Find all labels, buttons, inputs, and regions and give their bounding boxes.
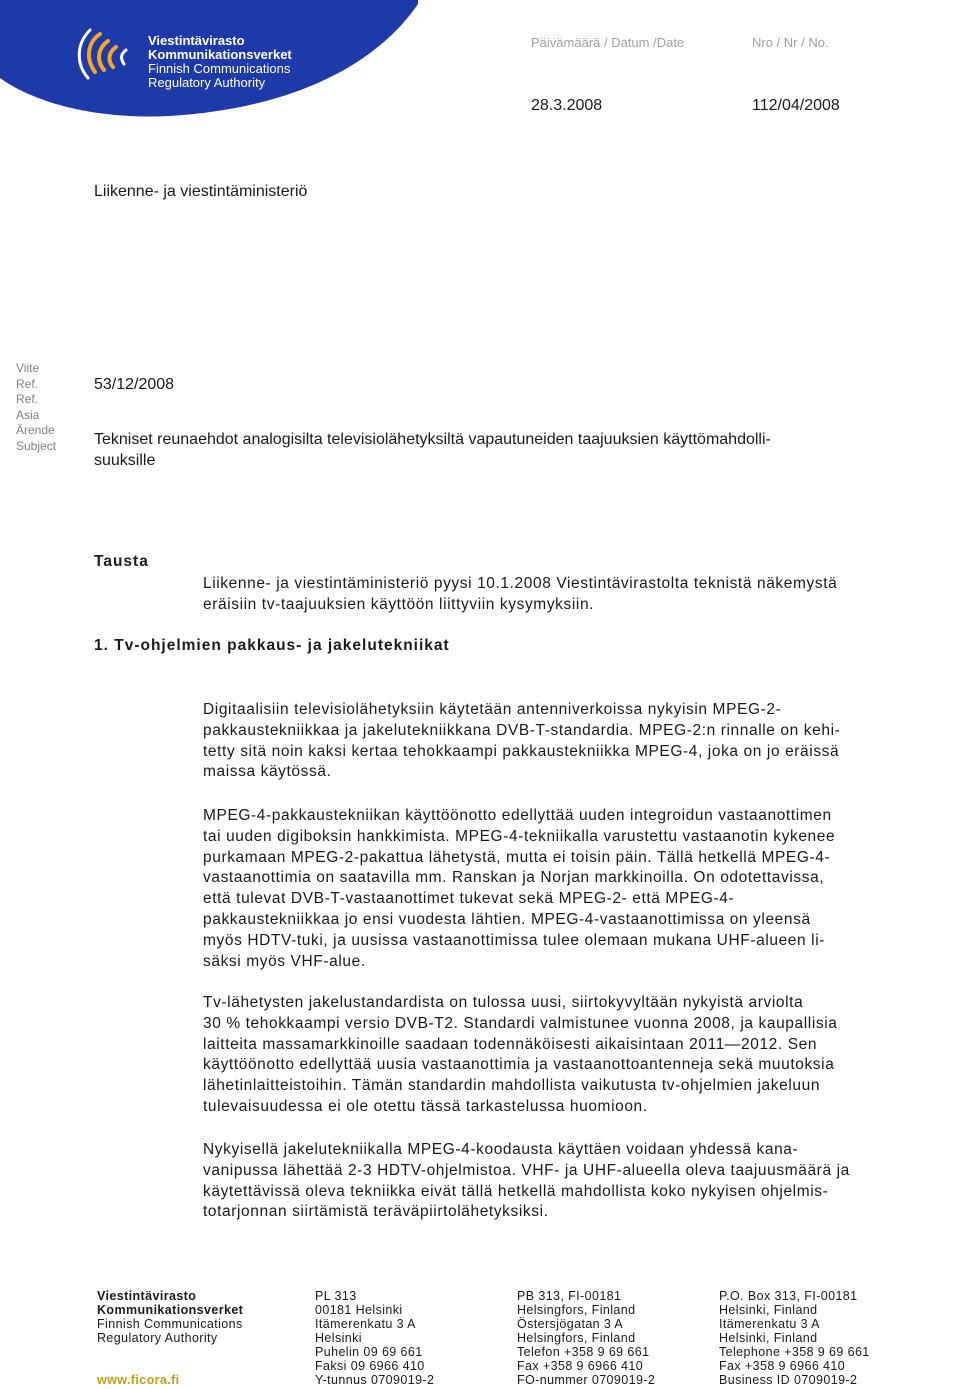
footer-line: Faksi 09 6966 410 <box>315 1359 425 1373</box>
date-value: 28.3.2008 <box>531 97 603 114</box>
text-line: tai uuden digiboksin hankkimista. MPEG-4-tekniikalla varustettu vastaanotin kykenee <box>203 827 836 845</box>
subject <box>94 429 924 471</box>
background-text <box>203 574 958 616</box>
ref-label: Viite <box>16 361 40 375</box>
ref-label: Asia <box>16 407 40 422</box>
text-line: tulevaisuudessa ei ole otettu tässä tarkastelussa huomioon. <box>203 1097 648 1115</box>
footer-line: Itämerenkatu 3 A <box>719 1317 820 1331</box>
logo-line: Kommunikationsverket <box>148 47 292 62</box>
footer-line: Itämerenkatu 3 A <box>315 1317 416 1331</box>
logo-line: Finnish Communications <box>148 61 291 76</box>
footer-line: Helsinki, Finland <box>719 1331 818 1345</box>
subject-line: Tekniset reunaehdot analogisilta televisiolähetyksiltä vapautuneiden taajuuksien käyttömahdolli- <box>94 431 771 448</box>
text-line: 30 % tehokkaampi versio DVB-T2. Standardi valmistunee vuonna 2008, ja kaupallisia <box>203 1014 838 1032</box>
footer-line: Helsinki, Finland <box>719 1303 818 1317</box>
footer-line: P.O. Box 313, FI-00181 <box>719 1289 858 1303</box>
footer-line: Helsinki <box>315 1331 362 1345</box>
footer-col-agency <box>97 1289 243 1387</box>
number-value: 112/04/2008 <box>752 97 840 114</box>
reference-number: 53/12/2008 <box>94 376 175 393</box>
paragraph <box>203 700 958 783</box>
text-line: että tulevat DVB-T-vastaanottimet tukevat sekä MPEG-2- että MPEG-4- <box>203 890 735 908</box>
footer-line: Regulatory Authority <box>97 1331 218 1345</box>
footer-line: Y-tunnus 0709019-2 <box>315 1373 435 1387</box>
number-label: Nro / Nr / No. <box>752 35 829 50</box>
text-line: purkamaan MPEG-2-pakattua lähetystä, mutta ei toisin päin. Tällä hetkellä MPEG-4- <box>203 848 831 866</box>
text-line: tetty sitä noin kaksi kertaa tehokkaampi pakkaustekniikka MPEG-4, joka on jo eräissä <box>203 742 840 760</box>
subject-line: suuksille <box>94 452 156 469</box>
footer-line: 00181 Helsinki <box>315 1303 403 1317</box>
text-line: myös HDTV-tuki, ja uusissa vastaanottimissa tulee olemaan mukana UHF-alueen li- <box>203 931 825 949</box>
footer-line: Viestintävirasto <box>97 1289 197 1303</box>
logo-text <box>148 34 292 90</box>
ref-label: Ref. <box>16 376 39 391</box>
paragraph <box>203 1140 958 1223</box>
text-line: lähetinlaitteistoihin. Tämän standardin mahdollista vaikutusta tv-ohjelmien jakeluun <box>203 1077 821 1095</box>
footer-col-fi <box>315 1289 434 1387</box>
reference-labels <box>16 361 56 454</box>
paragraph <box>203 806 958 972</box>
text-line: käytettävissä oleva tekniikka eivät tällä hetkellä mahdollista koko nykyisen ohjelmis- <box>203 1182 829 1200</box>
recipient: Liikenne- ja viestintäministeriö <box>94 183 308 200</box>
logo-line: Viestintävirasto <box>148 33 245 48</box>
text-line: maissa käytössä. <box>203 763 332 781</box>
text-line: MPEG-4-pakkaustekniikan käyttöönotto edellyttää uuden integroidun vastaanottimen <box>203 807 832 824</box>
footer-col-sv <box>517 1289 655 1387</box>
background-heading: Tausta <box>94 553 149 570</box>
footer-line: Kommunikationsverket <box>97 1303 244 1317</box>
text-line: vastaanottimia on saatavilla mm. Ranskan ja Norjan markkinoilla. On odotettavissa, <box>203 869 825 887</box>
footer-line: Helsingfors, Finland <box>517 1331 636 1345</box>
logo-line: Regulatory Authority <box>148 75 266 90</box>
text-line: pakkaustekniikkaa ja jakelutekniikkana DVB-T-standardia. MPEG-2:n rinnalle on kehi- <box>203 721 841 739</box>
text-line: pakkaustekniikkaa jo ensi vuodesta lähtien. MPEG-4-vastaanottimissa on yleensä <box>203 910 811 928</box>
ref-label: Subject <box>16 438 57 453</box>
ref-label: Ref. <box>16 392 39 406</box>
text-line: Digitaalisiin televisiolähetyksiin käytetään antenniverkoissa nykyisin MPEG-2- <box>203 701 782 718</box>
footer-line: PL 313 <box>315 1289 357 1303</box>
text-line: Nykyisellä jakelutekniikalla MPEG-4-koodausta käyttäen voidaan yhdessä kana- <box>203 1141 799 1158</box>
ref-label: Ärende <box>16 423 55 437</box>
footer-line: Fax +358 9 6966 410 <box>517 1359 644 1373</box>
footer-line: Business ID 0709019-2 <box>719 1373 858 1387</box>
footer-line: Fax +358 9 6966 410 <box>719 1359 846 1373</box>
text-line: laitteita massamarkkinoille saadaan todennäköisesti aikaisintaan 2011—2012. Sen <box>203 1035 818 1053</box>
paragraph <box>203 993 958 1118</box>
section-heading: 1. Tv-ohjelmien pakkaus- ja jakelutekniikat <box>94 637 450 654</box>
footer-col-en <box>719 1289 870 1387</box>
footer-line: PB 313, FI-00181 <box>517 1289 622 1303</box>
footer-line: Östersjögatan 3 A <box>517 1317 624 1331</box>
text-line: vanipussa lähettää 2-3 HDTV-ohjelmistoa. VHF- ja UHF-alueella oleva taajuusmäärä ja <box>203 1161 850 1179</box>
footer-line: Telefon +358 9 69 661 <box>517 1345 650 1359</box>
text-line: Liikenne- ja viestintäministeriö pyysi 10.1.2008 Viestintävirastolta teknistä näkemystä <box>203 575 838 592</box>
text-line: säksi myös VHF-alue. <box>203 952 366 970</box>
text-line: Tv-lähetysten jakelustandardista on tulossa uusi, siirtokyvyltään nykyistä arviolta <box>203 994 804 1011</box>
website-link[interactable]: www.ficora.fi <box>97 1373 180 1387</box>
text-line: käyttöönotto edellyttää uusia vastaanottimia ja vastaanottoantenneja sekä muutoksia <box>203 1056 835 1074</box>
footer-line: Helsingfors, Finland <box>517 1303 636 1317</box>
text-line: eräisiin tv-taajuuksien käyttöön liittyviin kysymyksiin. <box>203 595 595 613</box>
date-label: Päivämäärä / Datum /Date <box>531 35 685 50</box>
footer-line: Puhelin 09 69 661 <box>315 1345 423 1359</box>
text-line: totarjonnan siirtämistä teräväpiirtolähetyksiksi. <box>203 1203 549 1221</box>
footer-line: FO-nummer 0709019-2 <box>517 1373 656 1387</box>
footer-line: Finnish Communications <box>97 1317 243 1331</box>
footer-line: Telephone +358 9 69 661 <box>719 1345 870 1359</box>
